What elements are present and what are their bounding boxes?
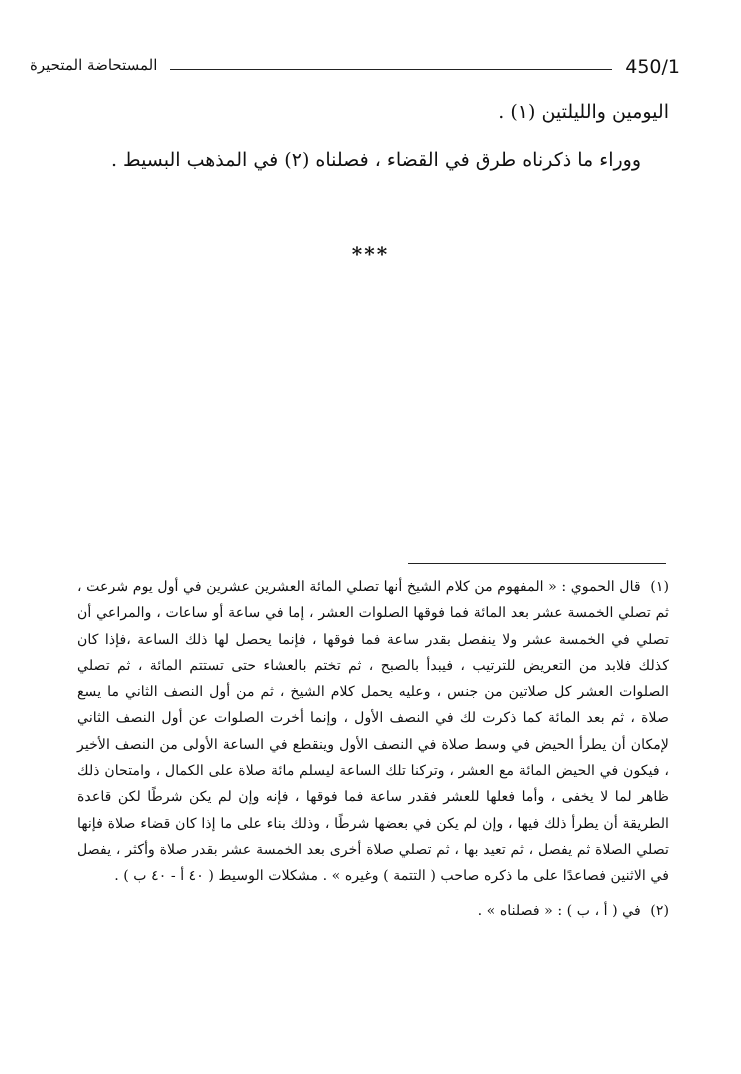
footnote-rule (408, 563, 666, 564)
page-number: 450/1 (625, 56, 680, 78)
footnote (77, 898, 669, 924)
footnote-number: (٢) (650, 902, 669, 919)
body-line: ووراء ما ذكرناه طرق في القضاء ، فصلناه (٢) في المذهب البسيط . (110, 149, 641, 171)
section-separator: *** (351, 242, 390, 266)
body-line: اليومين والليلتين (١) . (498, 101, 669, 123)
footnote (77, 574, 669, 890)
chapter-title: المستحاضة المتحيرة (30, 56, 158, 74)
footnotes (77, 574, 669, 932)
header-rule (170, 69, 612, 70)
running-header (30, 56, 680, 82)
footnote-text: في ( أ ، ب ) : « فصلناه » . (477, 902, 641, 919)
footnote-text: قال الحموي : « المفهوم من كلام الشيخ أنها تصلي المائة العشرين عشرين في أول يوم شرعت ، ثم تصلي الخمسة عشر بعد المائة فما فوقها الصلوات العشر ، إما في ساعة أو ساعات ، والمراعي أن تصلي في الخمسة عشر ولا ينفصل بقدر ساعة فما فوقها ، فإنما يحصل لها ذلك الساعة ،فإذا كان كذلك فلابد من التعريض للترتيب ، فيبدأ بالصبح ، ثم تختم بالعشاء حتى تستتم المائة ، ثم تصلي الصلوات العشر كل صلاتين من جنس ، وعليه يحمل كلام الشيخ ، ثم من أول النصف الثاني ما يسع صلاة ، ثم بعد المائة كما ذكرت لك في النصف الأول ، وإنما أخرت الصلوات عن أول النصف الثاني لإمكان أن يطرأ الحيض في وسط صلاة في النصف الأول وينقطع في الساعة الأولى من النصف الأخير ، فيكون في الحيض المائة مع العشر ، وتركنا تلك الساعة ليسلم مائة صلاة على الكمال ، وامتحان ذلك ظاهر لما لا يخفى ، وأما فعلها للعشر فقدر ساعة فما فوقها ، فإنه وإن لم يكن شرطًا لكن قاعدة الطريقة أن يطرأ ذلك فيها ، وإن لم يكن في بعضها شرطًا ، وذلك بناء على ما إذا كان قضاء صلاة فإنها تصلي الصلاة ثم يفصل ، ثم تعيد بها ، ثم تصلي صلاة أخرى بعد الخمسة عشر بقدر صلاة وأكثر ، يفصل في الاثنين فصاعدًا على ما ذكره صاحب ( التتمة ) وغيره » . مشكلات الوسيط ( ٤٠ أ - ٤٠ ب ) . (77, 579, 669, 885)
footnote-number: (١) (650, 579, 669, 595)
